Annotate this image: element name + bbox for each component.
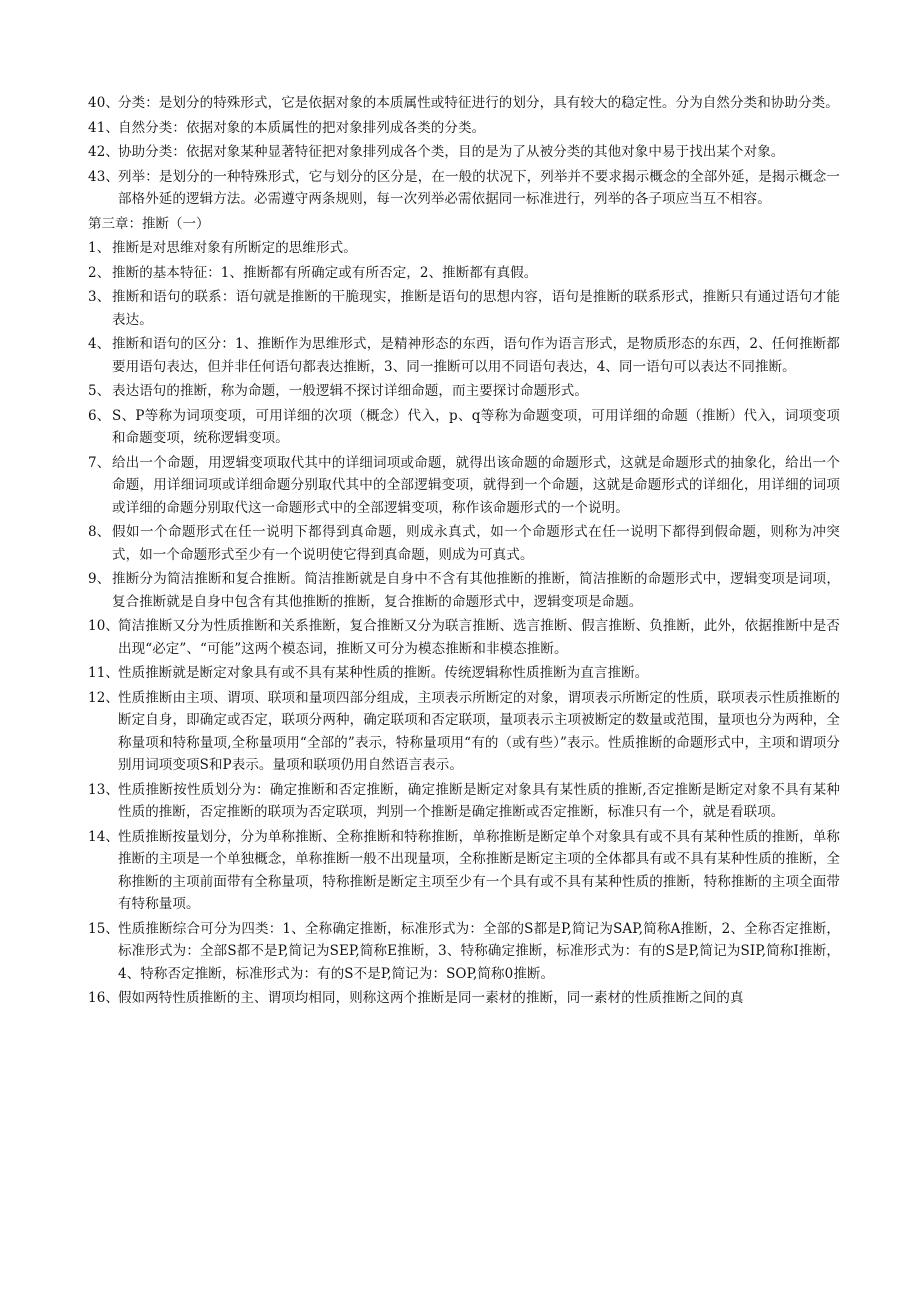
item-text: 性质推断就是断定对象具有或不具有某种性质的推断。传统逻辑称性质推断为直言推断。 (118, 665, 649, 681)
item-number: 42、 (88, 144, 119, 160)
item-number: 14、 (88, 828, 119, 845)
item-number: 12、 (88, 689, 119, 706)
item-number: 4、 (88, 336, 111, 352)
list-item-7 (88, 452, 840, 520)
item-text: 性质推断综合可分为四类：1、全称确定推断，标准形式为：全部的S都是P,简记为SAP,简称A推断，2、全称否定推断，标准形式为：全部S都不是P,简记为SEP,简称E推断，3、特称确定推断，标准形式为：有的S是P,简记为SIP,简称I推断，4、特称否定推断，标准形式为：有的S不是P,简记为：SOP,简称0推断。 (118, 920, 840, 982)
list-item-16 (88, 987, 840, 1010)
list-item-10 (88, 615, 840, 660)
item-number: 15、 (88, 920, 119, 937)
list-item-14 (88, 826, 840, 916)
item-text: S、P等称为词项变项，可用详细的次项（概念）代入，p、q等称为命题变项，可用详细的命题（推断）代入，词项变项和命题变项，统称逻辑变项。 (112, 407, 840, 446)
list-item-3 (88, 286, 840, 331)
item-number: 10、 (88, 618, 119, 634)
item-text: 推断分为简洁推断和复合推断。简洁推断就是自身中不含有其他推断的推断，简洁推断的命题形式中，逻辑变项是词项，复合推断就是自身中包含有其他推断的推断，复合推断的命题形式中，逻辑变项是命题。 (112, 571, 840, 610)
item-text: 给出一个命题，用逻辑变项取代其中的详细词项或命题，就得出该命题的命题形式，这就是命题形式的抽象化，给出一个命题，用详细词项或详细命题分别取代其中的全部逻辑变项，就得到一个命题，这就是命题形式的详细化，用详细的词项或详细的命题分别取代这一命题形式中的全部逻辑变项，称作该命题形式的一个说明。 (112, 454, 840, 516)
list-item-42 (88, 141, 840, 164)
item-number: 13、 (88, 781, 119, 798)
item-number: 9、 (88, 571, 111, 587)
item-text: 性质推断按性质划分为：确定推断和否定推断，确定推断是断定对象具有某性质的推断,否定推断是断定对象不具有某种性质的推断，否定推断的联项为否定联项，判别一个推断是确定推断或否定推断，标准只有一个，就是看联项。 (118, 781, 840, 820)
list-item-13 (88, 779, 840, 824)
item-text: 协助分类：依据对象某种显著特征把对象排列成各个类，目的是为了从被分类的其他对象中易于找出某个对象。 (118, 144, 785, 160)
list-item-11 (88, 662, 840, 685)
list-item-12 (88, 687, 840, 777)
item-text: 假如一个命题形式在任一说明下都得到真命题，则成永真式，如一个命题形式在任一说明下都得到假命题，则称为冲突式，如一个命题形式至少有一个说明使它得到真命题，则成为可真式。 (112, 524, 840, 563)
item-text: 列举：是划分的一种特殊形式，它与划分的区分是，在一般的状况下，列举并不要求揭示概念的全部外延，是揭示概念一部格外延的逻辑方法。必需遵守两条规则，每一次列举必需依据同一标准进行，列举的各子项应当互不相容。 (118, 168, 840, 207)
list-item-6 (88, 405, 840, 450)
item-text: 性质推断按量划分，分为单称推断、全称推断和特称推断，单称推断是断定单个对象具有或不具有某种性质的推断，单称推断的主项是一个单独概念，单称推断一般不出现量项，全称推断是断定主项的全体都具有或不具有某种性质的推断，全称推断的主项前面带有全称量项，特称推断是断定主项至少有一个具有或不具有某种性质的推断，特称推断的主项全面带有特称量项。 (118, 828, 840, 912)
item-text: 推断和语句的联系：语句就是推断的干脆现实，推断是语句的思想内容，语句是推断的联系形式，推断只有通过语句才能表达。 (112, 289, 840, 328)
list-item-2 (88, 262, 840, 285)
item-number: 6、 (88, 407, 111, 424)
item-text: 假如两特性质推断的主、谓项均相同，则称这两个推断是同一素材的推断，同一素材的性质推断之间的真 (118, 990, 744, 1006)
item-text: 简洁推断又分为性质推断和关系推断，复合推断又分为联言推断、选言推断、假言推断、负推断，此外，依据推断中是否出现“必定”、“可能”这两个模态词，推断又可分为模态推断和非模态推断。 (118, 618, 840, 657)
item-text: 性质推断由主项、谓项、联项和量项四部分组成，主项表示所断定的对象，谓项表示所断定的性质，联项表示性质推断的断定自身，即确定或否定，联项分两种，确定联项和否定联项，量项表示主项被断定的数量或范围，量项也分为两种，全称量项和特称量项,全称量项用“全部的”表示，特称量项用“有的（或有些）”表示。性质推断的命题形式中，主项和谓项分别用词项变项S和P表示。量项和联项仍用自然语言表示。 (118, 689, 840, 773)
item-text: 表达语句的推断，称为命题，一般逻辑不探讨详细命题，而主要探讨命题形式。 (112, 383, 588, 399)
list-item-15 (88, 918, 840, 986)
item-text: 推断和语句的区分：1、推断作为思维形式，是精神形态的东西，语句作为语言形式，是物质形态的东西，2、任何推断都要用语句表达，但并非任何语句都表达推断，3、同一推断可以用不同语句表达，4、同一语句可以表达不同推断。 (112, 336, 840, 375)
item-number: 11、 (88, 665, 119, 681)
document-body (88, 92, 840, 1012)
item-text: 推断是对思维对象有所断定的思维形式。 (112, 240, 357, 256)
list-item-5 (88, 380, 840, 403)
list-item-43 (88, 166, 840, 211)
list-item-9 (88, 568, 840, 613)
item-text: 推断的基本特征：1、推断都有所确定或有所否定，2、推断都有真假。 (112, 264, 538, 281)
item-number: 2、 (88, 264, 111, 281)
item-text: 自然分类：依据对象的本质属性的把对象排列成各类的分类。 (118, 119, 486, 136)
item-number: 40、 (88, 95, 119, 111)
item-number: 7、 (88, 454, 111, 471)
chapter-heading: 第三章：推断（一） (88, 215, 210, 232)
item-text: 分类：是划分的特殊形式，它是依据对象的本质属性或特征进行的划分，具有较大的稳定性。分为自然分类和协助分类。 (118, 95, 839, 111)
item-number: 1、 (88, 240, 111, 256)
item-number: 3、 (88, 289, 111, 305)
item-number: 16、 (88, 990, 119, 1006)
item-number: 8、 (88, 524, 111, 540)
list-item-41 (88, 117, 840, 140)
list-item-8 (88, 521, 840, 566)
list-item-40 (88, 92, 840, 115)
item-number: 43、 (88, 168, 119, 185)
item-number: 5、 (88, 383, 111, 399)
list-item-1 (88, 237, 840, 260)
item-number: 41、 (88, 119, 119, 136)
list-item-4 (88, 333, 840, 378)
